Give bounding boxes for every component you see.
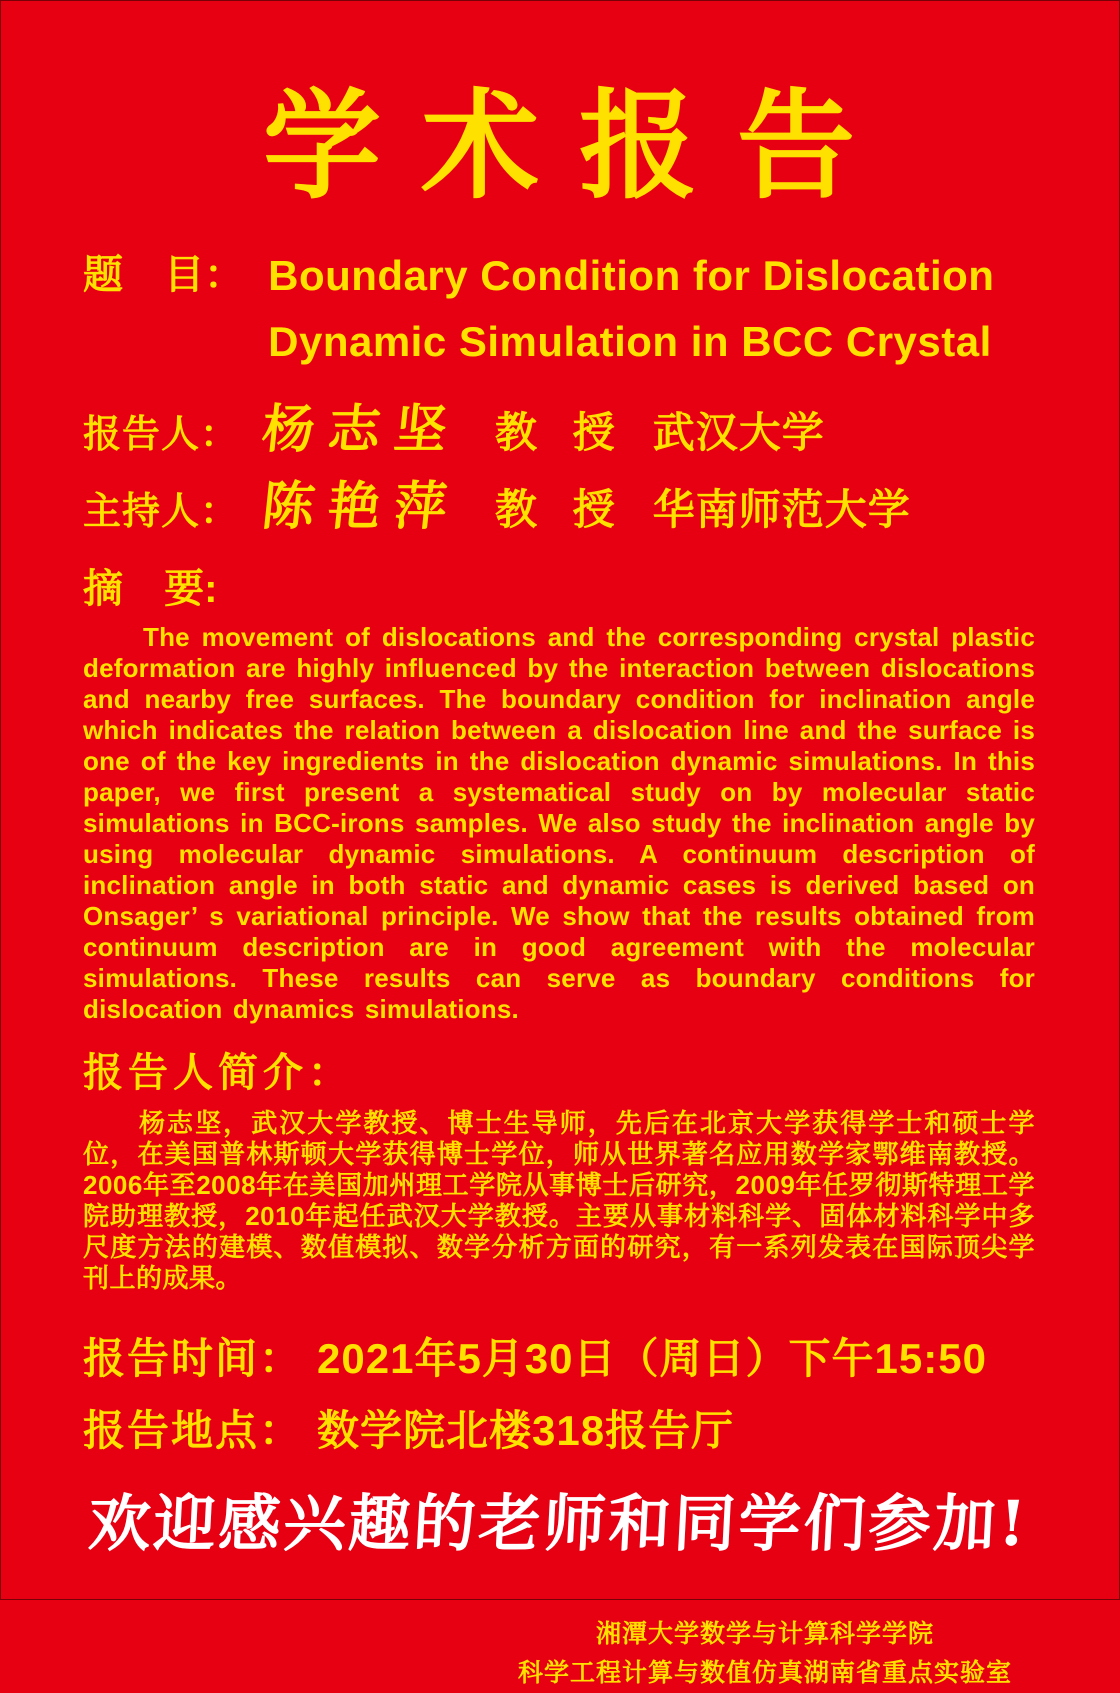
organizer-line-1: 湘潭大学数学与计算科学学院 [595, 1620, 934, 1649]
time-label: 报告时间： [83, 1335, 304, 1383]
abstract-text: The movement of dislocations and the corresponding crystal plastic deformation are highly influenced by the interaction between dislocations and nearby free surfaces. The boundary condition for inclination angle which indicates the relation between a dislocation line and the surface is one of the key ingredients in the dislocation dynamic simulations. In this paper, we first present a systematical study on by molecular static simulations in BCC-irons samples. We also study the inclination angle by using molecular dynamic simulations. A continuum description of inclination angle in both static and dynamic cases is derived based on Onsager’ s variational principle. We show that the results obtained from continuum description are in good agreement with the molecular simulations. These results can serve as boundary conditions for dislocation dynamics simulations. [83, 622, 1035, 1025]
host-row [83, 464, 1035, 539]
time-row [83, 1326, 1035, 1386]
speaker-affiliation: 武汉大学 [652, 409, 825, 457]
topic-label: 题 目： [83, 253, 245, 298]
speaker-name: 杨志坚 [259, 399, 464, 461]
bio-heading: 报告人简介： [83, 1051, 353, 1096]
bio-text: 杨志坚，武汉大学教授、博士生导师，先后在北京大学获得学士和硕士学位，在美国普林斯顿大学获得博士学位，师从世界著名应用数学家鄂维南教授。2006年至2008年在美国加州理工学院从事博士后研究，2009年任罗彻斯特理工学院助理教授，2010年起任武汉大学教授。主要从事材料科学、固体材料科学中多尺度方法的建模、数值模拟、数学分析方面的研究，有一系列发表在国际顶尖学刊上的成果。 [83, 1108, 1035, 1294]
organizer-line-2: 科学工程计算与数值仿真湖南省重点实验室 [517, 1659, 1012, 1688]
welcome-line: 欢迎感兴趣的老师和同学们参加! [86, 1487, 1031, 1561]
topic-title-line-1: Boundary Condition for Dislocation [268, 252, 995, 300]
location-label: 报告地点： [83, 1407, 304, 1455]
abstract-label: 摘 要: [83, 567, 218, 612]
time-value: 2021年5月30日（周日）下午15:50 [317, 1335, 987, 1383]
speaker-academic-title: 教 授 [495, 409, 615, 457]
poster-title: 学术报告 [262, 81, 895, 213]
speaker-row [83, 387, 1035, 462]
host-academic-title: 教 授 [495, 486, 615, 534]
organizer-block [495, 1615, 1035, 1693]
host-label: 主持人： [83, 491, 240, 534]
host-name: 陈艳萍 [259, 476, 464, 538]
topic-title-line-2: Dynamic Simulation in BCC Crystal [268, 318, 992, 366]
location-row [83, 1398, 1035, 1458]
topic-section [83, 243, 1035, 375]
topic-title [268, 243, 994, 375]
speaker-label: 报告人： [83, 414, 240, 457]
host-affiliation: 华南师范大学 [652, 486, 911, 534]
location-value: 数学院北楼318报告厅 [317, 1407, 735, 1455]
